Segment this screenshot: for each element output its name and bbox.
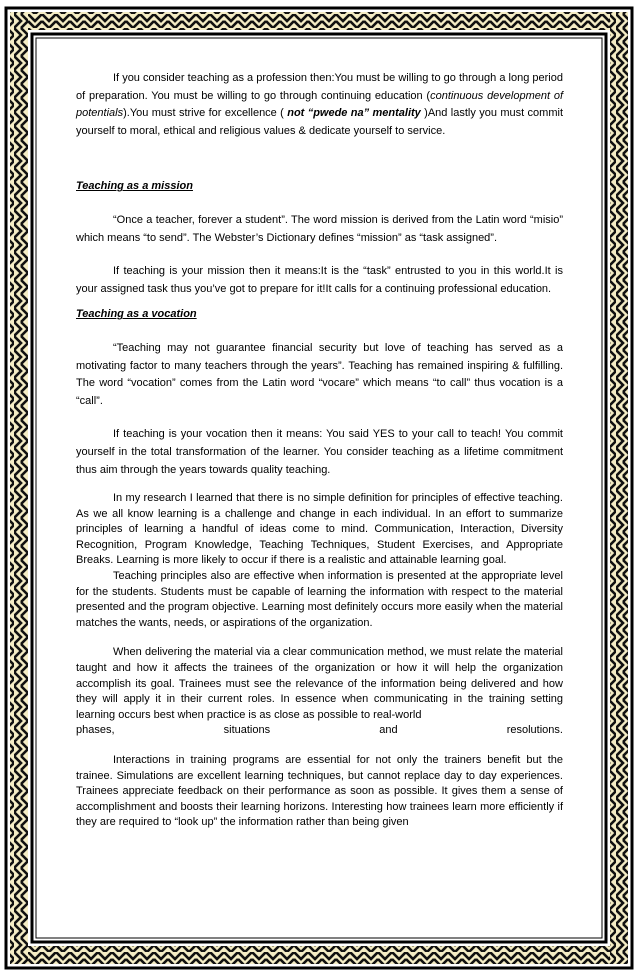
paragraph-profession: If you consider teaching as a profession then:You must be willing to go through a long period of preparation. You must be willing to go through continuing education (continuous development of potentials).You must strive for excellence ( not “pwede na” mentality )And lastly you must commit yourself to moral, ethical and religious values & dedicate yourself to service.: [76, 72, 564, 137]
paragraph-vocation-definition: “Teaching may not guarantee financial security but love of teaching has served as a motivating factor to many teachers through the years”. Teaching has remained inspiring & fulfilling. The word “vocation” comes from the Latin word “vocare” which means “to call” thus vocation is a “call”.: [76, 341, 563, 407]
paragraph-mission-meaning: If teaching is your mission then it means:It is the “task” entrusted to you in this world.It is your assigned task thus you’ve got to prepare for it!It calls for a continuing professional education.: [76, 265, 563, 295]
paragraph-communication-last-line: phases, situations and resolutions.: [76, 724, 563, 737]
paragraph-principles: Teaching principles also are effective when information is presented at the appropriate level for the students. Students must be capable of learning the information with respect to the material presented and the program objective. Learning most definitely occurs more easily when the material matches the wants, needs, or aspirations of the organization.: [76, 570, 563, 629]
paragraph-research: In my research I learned that there is no simple definition for principles of effective teaching. As we all know learning is a challenge and change in each individual. In an effort to summarize principles of learning a handful of ideas come to mind. Communication, Interaction, Diversity Recognition, Program Knowledge, Teaching Techniques, Student Exercises, and Appropriate Breaks. Learning is more likely to occur if there is a realistic and attainable learning goal.: [76, 492, 563, 567]
document-body: [76, 70, 563, 831]
paragraph-mission-definition: “Once a teacher, forever a student”. The word mission is derived from the Latin word “misio” which means “to send”. The Webster’s Dictionary defines “mission” as “task assigned”.: [76, 213, 563, 244]
paragraph-vocation-meaning: If teaching is your vocation then it means: You said YES to your call to teach! You commit yourself in the total transformation of the learner. You consider teaching as a lifetime commitment thus aim through the years towards quality teaching.: [76, 428, 563, 476]
paragraph-interactions: Interactions in training programs are essential for not only the trainers benefit but the trainee. Simulations are excellent learning techniques, but cannot replace day to day experiences. Trainees appreciate feedback on their performance as soon as possible. It gives them a sense of accomplishment and boosts their learning horizons. Interesting how trainees learn more efficiently if they are required to “look up” the information rather than being given: [76, 754, 563, 829]
paragraph-communication: When delivering the material via a clear communication method, we must relate the material taught and how it affects the trainees of the organization or how it will help the organization accomplish its goal. Trainees must see the relevance of the information being delivered and how they will apply it in their current roles. In essence when communicating in the training setting learning occurs best when practice is as close as possible to real-world phases, situations and resolutions.: [76, 645, 563, 739]
heading-teaching-vocation: Teaching as a vocation: [76, 308, 197, 321]
heading-teaching-mission: Teaching as a mission: [76, 180, 193, 193]
